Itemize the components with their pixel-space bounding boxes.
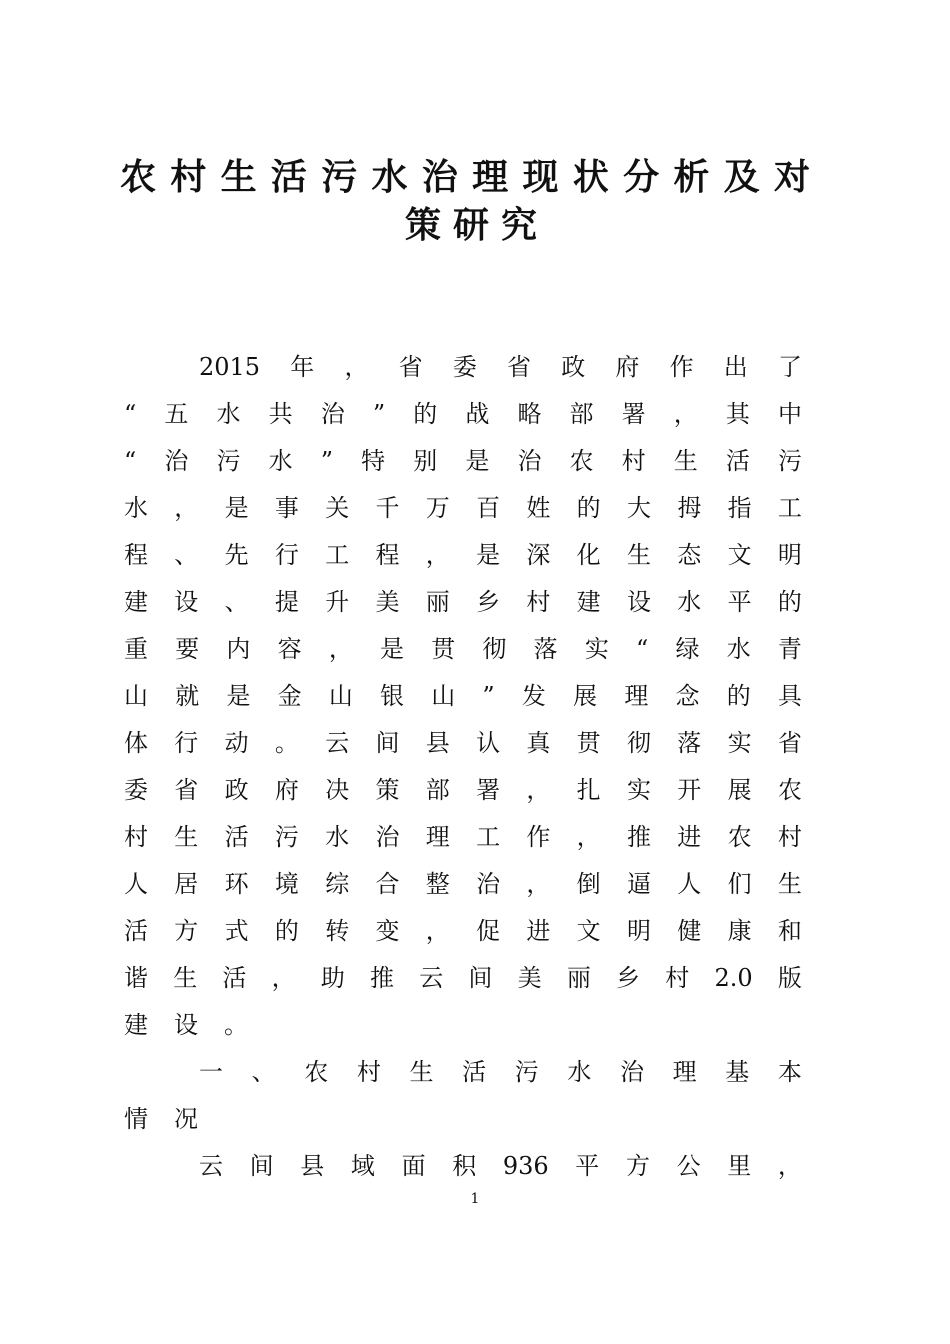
text-token: 平 [727, 588, 752, 616]
section-heading-line-2 [124, 1104, 802, 1134]
text-token: 村 [124, 823, 148, 851]
text-token: 、 [174, 541, 199, 569]
text-token: 是 [226, 682, 251, 710]
text-token: 山 [328, 682, 353, 710]
text-token: 政 [561, 353, 586, 381]
text-token: 特 [361, 447, 386, 475]
paragraph-line [124, 587, 802, 617]
text-token: 发 [521, 682, 546, 710]
text-token: 云 [325, 729, 350, 757]
text-token: 县 [300, 1152, 325, 1180]
paragraph-line [199, 352, 802, 382]
text-token: 先 [224, 541, 249, 569]
text-token: 的 [274, 917, 299, 945]
paragraph-line [124, 728, 802, 758]
text-token: 策 [375, 776, 400, 804]
text-token: 助 [320, 964, 345, 992]
text-token: 万 [425, 494, 450, 522]
paragraph-line [124, 634, 802, 664]
text-token: 化 [576, 541, 601, 569]
text-token: 水 [124, 494, 148, 522]
text-token: 变 [375, 917, 400, 945]
text-token: 居 [174, 870, 199, 898]
text-token: 理 [672, 1058, 697, 1086]
text-token: 姓 [526, 494, 551, 522]
text-token: 公 [676, 1152, 701, 1180]
text-token: 委 [452, 353, 477, 381]
text-token: 政 [224, 776, 249, 804]
text-token: 村 [665, 964, 690, 992]
text-token: ， [777, 1152, 802, 1180]
text-token: 事 [274, 494, 299, 522]
text-token: 面 [401, 1152, 426, 1180]
text-token: ， [526, 870, 551, 898]
text-token: 实 [584, 635, 609, 663]
text-token: 转 [325, 917, 350, 945]
text-token: 程 [124, 541, 148, 569]
text-token: ， [425, 917, 450, 945]
text-token: 重 [124, 635, 148, 663]
text-token: 里 [727, 1152, 752, 1180]
text-token: 县 [425, 729, 450, 757]
text-token: 山 [124, 682, 148, 710]
text-token: 积 [452, 1152, 477, 1180]
text-token: 就 [175, 682, 200, 710]
document-title-line-2: 策研究 [404, 204, 549, 246]
text-token: 活 [222, 964, 247, 992]
text-token: 水 [567, 1058, 592, 1086]
text-token: 府 [615, 353, 640, 381]
text-token: 逼 [626, 870, 651, 898]
text-token: 委 [124, 776, 148, 804]
text-token: 开 [677, 776, 702, 804]
text-token: 云 [419, 964, 444, 992]
text-token: 建 [124, 588, 148, 616]
text-token: 、 [224, 588, 249, 616]
text-token: “ [636, 635, 649, 663]
text-token: 。 [274, 729, 299, 757]
text-token: 绿 [675, 635, 700, 663]
text-token: 污 [514, 1058, 539, 1086]
text-token: 乡 [476, 588, 501, 616]
text-token: 了 [777, 353, 802, 381]
text-token: ” [372, 400, 386, 428]
section-heading-line-1 [199, 1057, 802, 1087]
text-token: 版 [777, 964, 802, 992]
text-token: 别 [413, 447, 438, 475]
text-token: 工 [777, 494, 802, 522]
text-token: 程 [375, 541, 400, 569]
paragraph-line [124, 869, 802, 899]
text-token: 污 [216, 447, 241, 475]
text-token: 扎 [576, 776, 601, 804]
text-token: 生 [673, 447, 698, 475]
text-token: 府 [274, 776, 299, 804]
text-token: 方 [625, 1152, 650, 1180]
text-token: 合 [375, 870, 400, 898]
text-token: 关 [325, 494, 350, 522]
text-token: 间 [375, 729, 400, 757]
text-token: 工 [476, 823, 501, 851]
text-token: 进 [677, 823, 702, 851]
text-token: 建 [124, 1011, 148, 1039]
text-token: 文 [576, 917, 601, 945]
text-token: 作 [669, 353, 694, 381]
text-token: 的 [726, 682, 751, 710]
text-token: ， [344, 353, 369, 381]
text-token: 生 [777, 870, 802, 898]
text-token: 2015 [199, 353, 261, 381]
text-token: 千 [375, 494, 400, 522]
paragraph-line [124, 963, 802, 993]
text-token: 设 [174, 1011, 198, 1039]
text-token: 其 [725, 400, 750, 428]
text-token: 的 [777, 588, 802, 616]
text-token: 污 [777, 447, 802, 475]
text-token: 污 [274, 823, 299, 851]
text-token: 理 [624, 682, 649, 710]
text-token: 是 [476, 541, 501, 569]
text-token: 间 [468, 964, 493, 992]
text-token: 提 [274, 588, 299, 616]
text-token: 银 [380, 682, 405, 710]
text-token: 治 [517, 447, 542, 475]
text-token: 略 [517, 400, 542, 428]
text-token: 云 [199, 1152, 223, 1180]
paragraph-line [124, 681, 802, 711]
text-token: 认 [476, 729, 501, 757]
text-token: 936 [502, 1152, 549, 1180]
text-token: 设 [626, 588, 651, 616]
text-token: 是 [380, 635, 405, 663]
text-token: ” [482, 682, 495, 710]
text-token: 活 [224, 823, 249, 851]
text-token: 真 [526, 729, 551, 757]
text-token: 美 [517, 964, 542, 992]
text-token: 行 [174, 729, 199, 757]
text-token: 省 [507, 353, 532, 381]
text-token: 式 [224, 917, 249, 945]
paragraph-line [124, 1010, 802, 1040]
text-token: 治 [164, 447, 189, 475]
text-token: 促 [476, 917, 501, 945]
text-token: 的 [413, 400, 438, 428]
text-token: 。 [224, 1011, 248, 1039]
text-token: 间 [249, 1152, 274, 1180]
text-token: 村 [526, 588, 551, 616]
text-token: 态 [677, 541, 702, 569]
text-token: 美 [375, 588, 400, 616]
text-token: 治 [375, 823, 400, 851]
text-token: 五 [164, 400, 189, 428]
text-token: 生 [173, 964, 198, 992]
text-token: 理 [425, 823, 450, 851]
text-token: 进 [526, 917, 551, 945]
text-token: 水 [677, 588, 702, 616]
text-token: 体 [124, 729, 148, 757]
text-token: 水 [726, 635, 751, 663]
text-token: 是 [465, 447, 490, 475]
text-token: 山 [431, 682, 456, 710]
text-token: 生 [174, 823, 199, 851]
paragraph-line [199, 1151, 802, 1181]
text-token: 境 [274, 870, 299, 898]
text-token: 部 [569, 400, 594, 428]
text-token: 省 [777, 729, 802, 757]
text-token: 方 [174, 917, 199, 945]
text-token: 大 [626, 494, 651, 522]
text-token: 2.0 [714, 964, 753, 992]
text-token: 展 [573, 682, 598, 710]
text-token: 年 [290, 353, 315, 381]
text-token: 域 [350, 1152, 375, 1180]
text-token: 深 [526, 541, 551, 569]
text-token: 推 [370, 964, 395, 992]
text-token: 农 [304, 1058, 329, 1086]
text-token: 情 [124, 1105, 148, 1133]
text-token: 水 [268, 447, 293, 475]
text-token: 实 [727, 729, 752, 757]
text-token: 农 [569, 447, 594, 475]
text-token: 出 [723, 353, 748, 381]
text-token: 作 [526, 823, 551, 851]
text-token: 金 [277, 682, 302, 710]
paragraph-line [124, 822, 802, 852]
text-token: 活 [462, 1058, 487, 1086]
text-token: 明 [626, 917, 651, 945]
text-token: ， [673, 400, 698, 428]
text-token: 农 [727, 823, 752, 851]
text-token: 省 [398, 353, 423, 381]
text-token: ， [328, 635, 353, 663]
text-token: 工 [325, 541, 350, 569]
text-token: 乡 [616, 964, 641, 992]
text-token: 指 [727, 494, 752, 522]
text-token: 和 [777, 917, 802, 945]
text-token: 谐 [124, 964, 148, 992]
text-token: 升 [325, 588, 350, 616]
text-token: ， [425, 541, 450, 569]
text-token: 况 [174, 1105, 198, 1133]
text-token: 、 [251, 1058, 276, 1086]
text-token: 落 [533, 635, 558, 663]
text-token: 生 [409, 1058, 434, 1086]
text-token: 平 [575, 1152, 600, 1180]
text-token: 设 [174, 588, 199, 616]
text-token: 实 [626, 776, 651, 804]
text-token: 治 [320, 400, 345, 428]
paragraph-line [124, 916, 802, 946]
text-token: ” [320, 447, 333, 475]
text-token: 明 [777, 541, 802, 569]
text-token: 念 [675, 682, 700, 710]
page-number: 1 [470, 1191, 480, 1207]
text-token: 村 [356, 1058, 381, 1086]
text-token: 人 [124, 870, 148, 898]
text-token: 彻 [626, 729, 651, 757]
text-token: 本 [777, 1058, 802, 1086]
text-token: ， [526, 776, 551, 804]
text-token: 整 [425, 870, 450, 898]
text-token: 落 [677, 729, 702, 757]
text-token: 具 [777, 682, 802, 710]
text-token: 活 [725, 447, 750, 475]
text-token: 推 [626, 823, 651, 851]
text-token: 活 [124, 917, 148, 945]
text-token: 人 [677, 870, 702, 898]
text-token: ， [174, 494, 199, 522]
document-title-line-1: 农村生活污水治理现状分析及对 [120, 156, 810, 198]
text-token: “ [124, 447, 137, 475]
text-token: 村 [621, 447, 646, 475]
text-token: 是 [224, 494, 249, 522]
text-token: 一 [199, 1058, 223, 1086]
text-token: 生 [626, 541, 651, 569]
text-token: 青 [777, 635, 802, 663]
text-token: 综 [325, 870, 350, 898]
text-token: 部 [425, 776, 450, 804]
text-token: 的 [576, 494, 601, 522]
text-token: 内 [226, 635, 251, 663]
text-token: 水 [325, 823, 350, 851]
text-token: ， [576, 823, 601, 851]
text-token: 省 [174, 776, 199, 804]
text-token: 健 [677, 917, 702, 945]
text-token: 战 [465, 400, 490, 428]
text-token: “ [124, 400, 137, 428]
text-token: 康 [727, 917, 752, 945]
text-token: 丽 [566, 964, 591, 992]
text-token: 展 [727, 776, 752, 804]
text-token: 决 [325, 776, 350, 804]
text-token: 文 [727, 541, 752, 569]
text-token: 署 [476, 776, 501, 804]
text-token: 们 [727, 870, 752, 898]
text-token: 行 [274, 541, 299, 569]
text-token: 水 [216, 400, 241, 428]
text-token: 拇 [677, 494, 702, 522]
text-token: 治 [476, 870, 501, 898]
text-token: 建 [576, 588, 601, 616]
text-token: 容 [277, 635, 302, 663]
text-token: 环 [224, 870, 249, 898]
text-token: 倒 [576, 870, 601, 898]
text-token: 基 [725, 1058, 750, 1086]
text-token: 百 [476, 494, 501, 522]
text-token: 共 [268, 400, 293, 428]
paragraph-line [124, 446, 802, 476]
text-token: 中 [777, 400, 802, 428]
text-token: 治 [620, 1058, 644, 1086]
paragraph-line [124, 399, 802, 429]
text-token: 丽 [425, 588, 450, 616]
text-token: 署 [621, 400, 646, 428]
text-token: 要 [175, 635, 200, 663]
text-token: 彻 [482, 635, 507, 663]
paragraph-line [124, 540, 802, 570]
paragraph-line [124, 775, 802, 805]
text-token: 贯 [431, 635, 456, 663]
text-token: 动 [224, 729, 249, 757]
paragraph-line [124, 493, 802, 523]
text-token: ， [271, 964, 296, 992]
text-token: 村 [777, 823, 802, 851]
text-token: 农 [777, 776, 802, 804]
text-token: 贯 [576, 729, 601, 757]
